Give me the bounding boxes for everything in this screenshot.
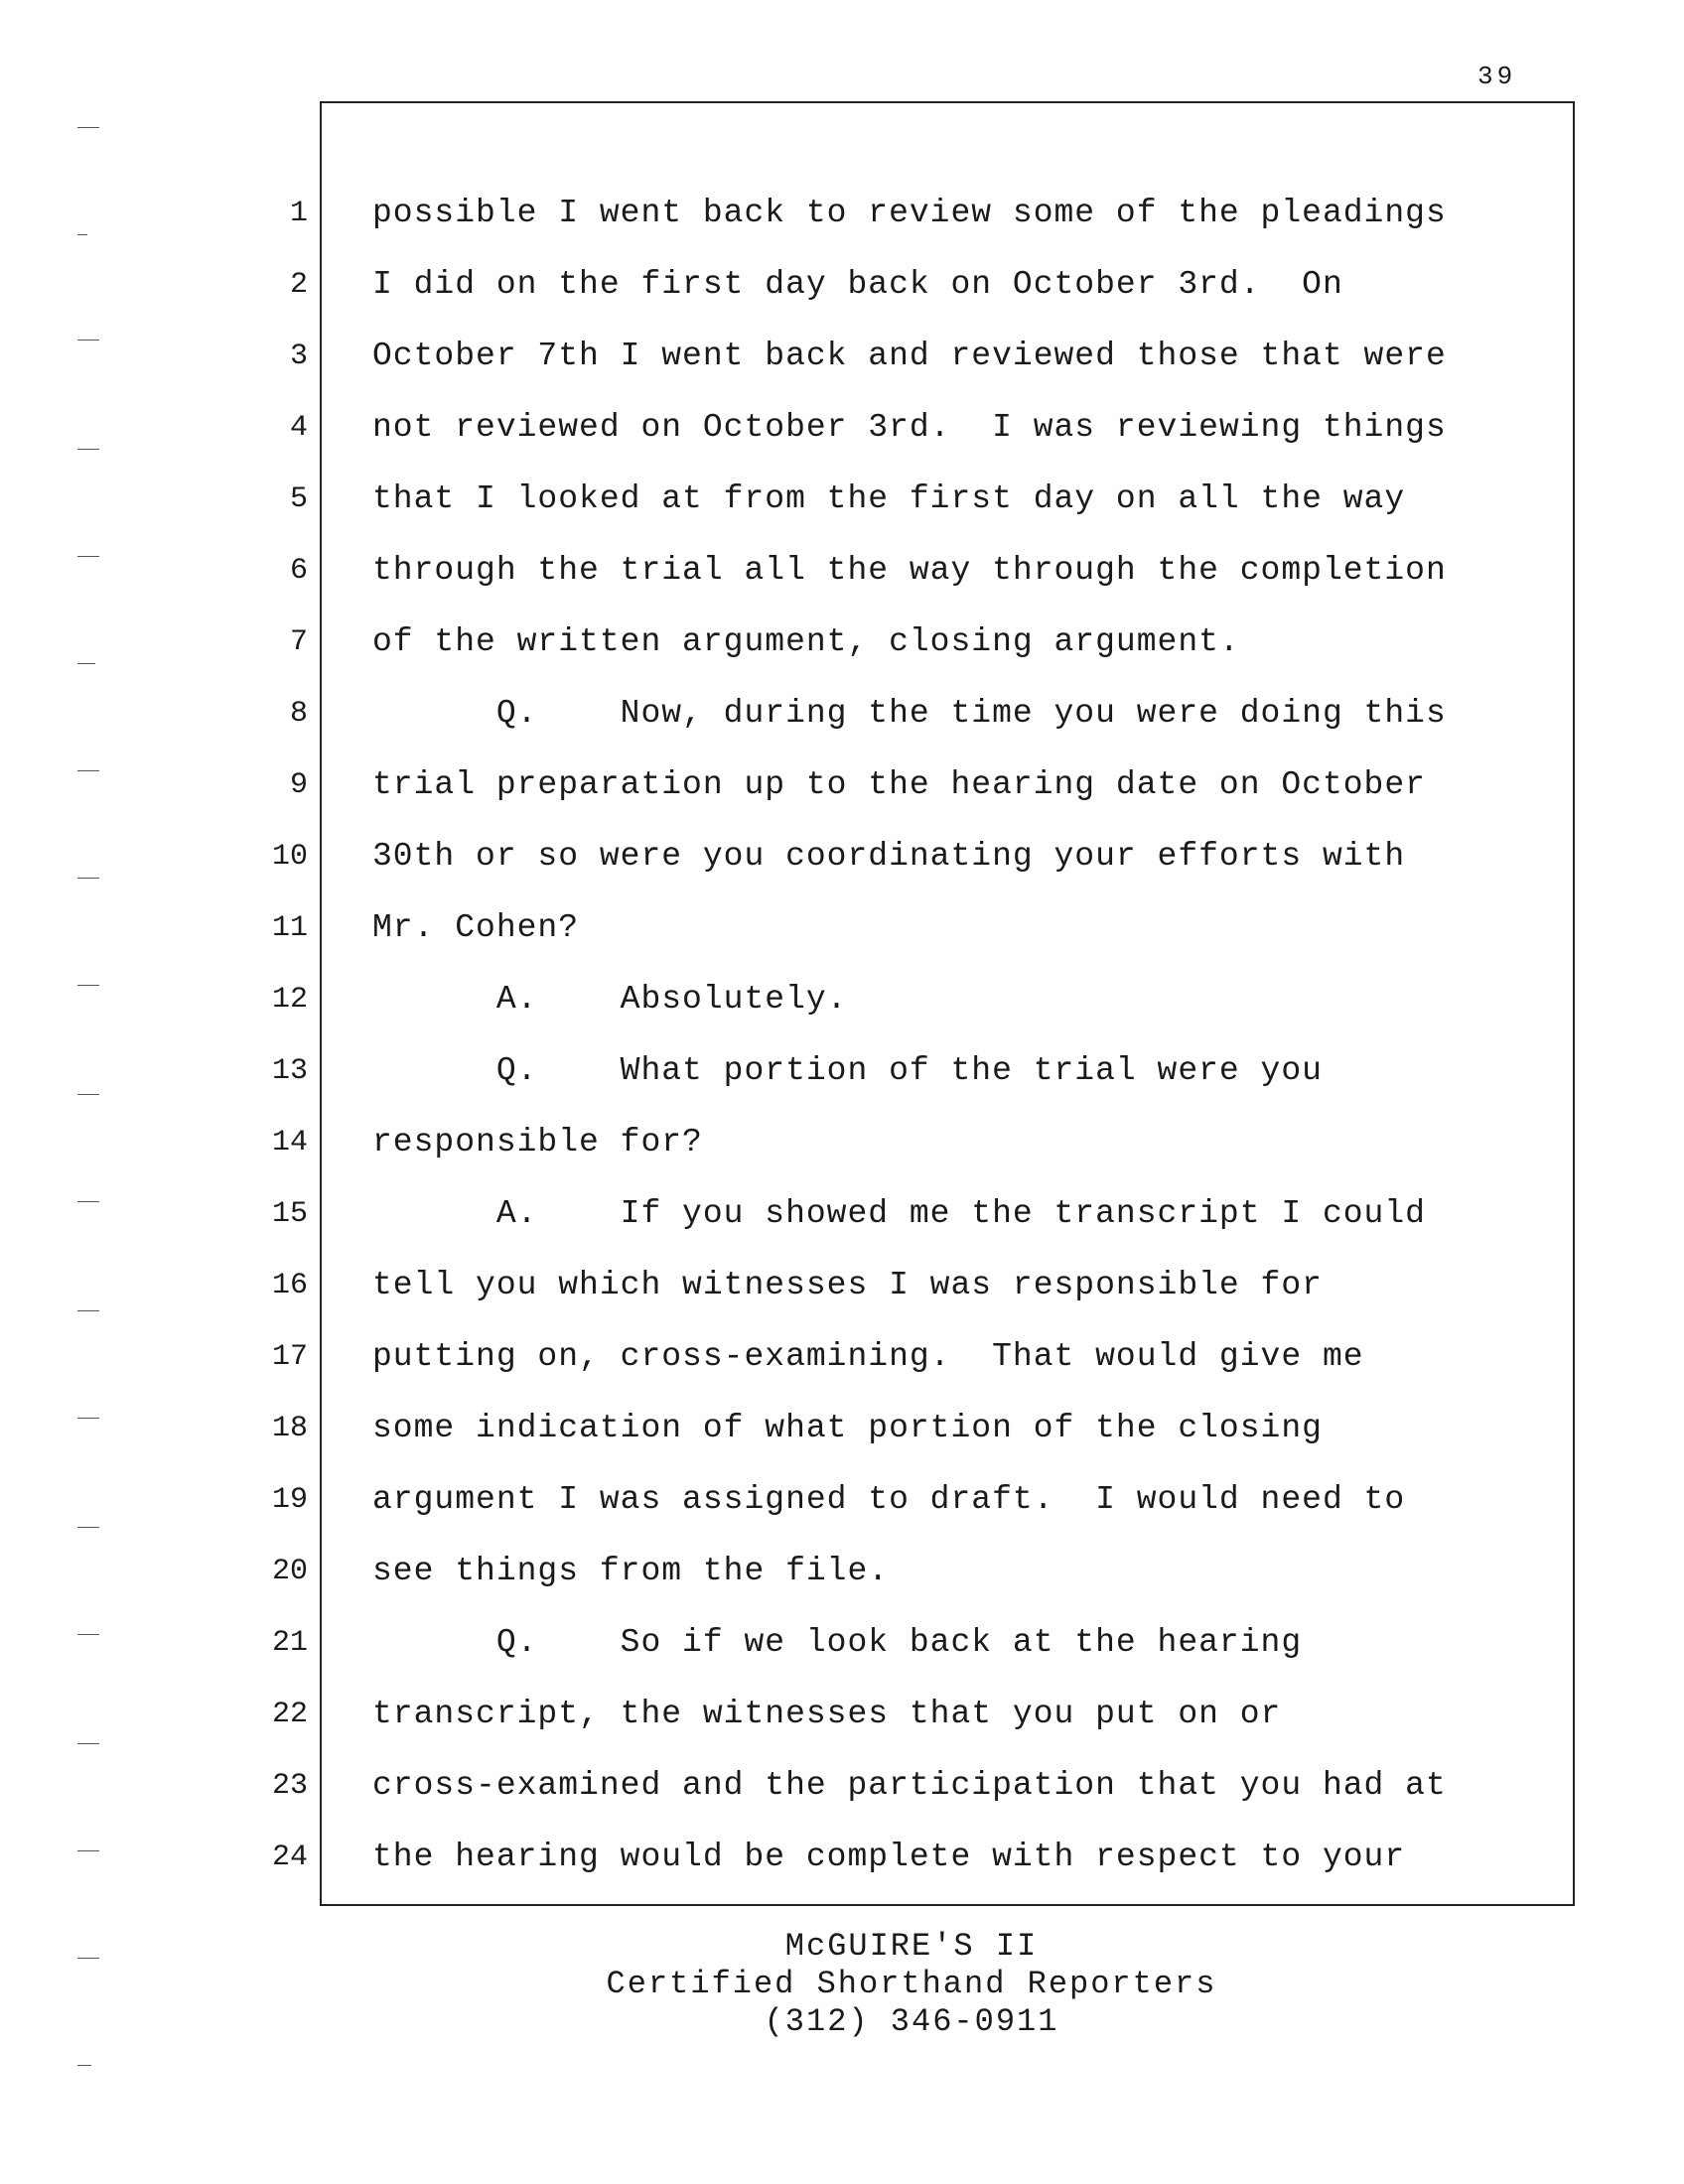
line-text: October 7th I went back and reviewed those that were: [372, 338, 1447, 374]
transcript-line: [228, 1841, 1539, 1912]
line-number: 23: [271, 1769, 308, 1803]
transcript-line: [228, 1054, 1539, 1126]
line-text: A. Absolutely.: [372, 981, 848, 1018]
transcript-line: [228, 1769, 1539, 1841]
transcript-line: [228, 840, 1539, 911]
line-text: that I looked at from the first day on all the way: [372, 480, 1406, 517]
page-number: 39: [1477, 62, 1517, 91]
line-number: 20: [271, 1555, 308, 1588]
margin-mark: [77, 1634, 99, 1635]
transcript-line: [228, 554, 1539, 625]
line-number: 11: [271, 911, 308, 945]
line-text: see things from the file.: [372, 1553, 890, 1589]
margin-mark: [77, 127, 99, 128]
line-number: 24: [271, 1841, 308, 1874]
line-text: argument I was assigned to draft. I would need to: [372, 1481, 1406, 1518]
transcript-line: [228, 1340, 1539, 1412]
line-text: of the written argument, closing argument.: [372, 623, 1240, 660]
margin-mark: [77, 985, 99, 986]
line-number: 17: [271, 1340, 308, 1374]
line-number: 16: [271, 1269, 308, 1302]
line-number: 7: [289, 625, 308, 659]
transcript-line: [228, 1197, 1539, 1269]
line-number: 12: [271, 983, 308, 1017]
reporter-title: Certified Shorthand Reporters: [606, 1966, 1217, 2002]
line-text: A. If you showed me the transcript I could: [372, 1195, 1426, 1232]
transcript-line: [228, 482, 1539, 554]
line-number: 21: [271, 1626, 308, 1660]
line-number: 8: [289, 697, 308, 731]
line-text: cross-examined and the participation that you had at: [372, 1767, 1447, 1804]
margin-mark: [77, 2065, 91, 2066]
line-number: 22: [271, 1698, 308, 1731]
transcript-line: [228, 1412, 1539, 1483]
line-text: through the trial all the way through the completion: [372, 552, 1447, 589]
margin-mark: [77, 1850, 99, 1851]
margin-mark: [77, 1201, 99, 1202]
reporter-phone: (312) 346-0911: [764, 2003, 1059, 2040]
transcript-line: [228, 411, 1539, 482]
line-text: not reviewed on October 3rd. I was reviewing things: [372, 409, 1447, 446]
line-text: Q. Now, during the time you were doing this: [372, 695, 1447, 732]
margin-mark: [77, 878, 99, 879]
margin-mark: [77, 1418, 99, 1419]
line-number: 6: [289, 554, 308, 588]
line-number: 9: [289, 768, 308, 802]
margin-mark: [77, 1743, 99, 1744]
line-text: trial preparation up to the hearing date on October: [372, 766, 1426, 803]
reporter-name: McGUIRE'S II: [784, 1928, 1039, 1965]
line-number: 18: [271, 1412, 308, 1445]
line-number: 2: [289, 268, 308, 302]
margin-mark: [77, 1310, 99, 1311]
line-text: I did on the first day back on October 3rd. On: [372, 266, 1343, 303]
line-text: Q. So if we look back at the hearing: [372, 1624, 1303, 1661]
line-number: 14: [271, 1126, 308, 1160]
margin-mark: [77, 340, 99, 341]
transcript-line: [228, 911, 1539, 983]
line-number: 10: [271, 840, 308, 874]
transcript-line: [228, 197, 1539, 268]
line-number: 5: [289, 482, 308, 516]
transcript-line: [228, 340, 1539, 411]
line-text: the hearing would be complete with respect to your: [372, 1839, 1406, 1875]
line-number: 1: [289, 197, 308, 230]
margin-mark: [77, 1094, 99, 1095]
transcript-line: [228, 1626, 1539, 1698]
transcript-line: [228, 1269, 1539, 1340]
reporter-footer: [0, 1928, 1684, 2041]
transcript-line: [228, 1126, 1539, 1197]
margin-hole-marks: [77, 0, 101, 2184]
transcript-line: [228, 1483, 1539, 1555]
transcript-line: [228, 697, 1539, 768]
line-number: 15: [271, 1197, 308, 1231]
margin-mark: [77, 234, 87, 235]
margin-mark: [77, 449, 99, 450]
line-text: Q. What portion of the trial were you: [372, 1052, 1323, 1089]
line-text: some indication of what portion of the closing: [372, 1410, 1323, 1446]
line-number: 19: [271, 1483, 308, 1517]
line-number: 4: [289, 411, 308, 445]
transcript-line: [228, 268, 1539, 340]
transcript-line: [228, 1555, 1539, 1626]
margin-mark: [77, 1527, 99, 1528]
margin-mark: [77, 556, 99, 557]
line-text: responsible for?: [372, 1124, 703, 1160]
line-text: possible I went back to review some of the pleadings: [372, 195, 1447, 231]
line-number: 13: [271, 1054, 308, 1088]
line-text: Mr. Cohen?: [372, 909, 580, 946]
transcript-line: [228, 625, 1539, 697]
transcript-line: [228, 1698, 1539, 1769]
line-text: 30th or so were you coordinating your efforts with: [372, 838, 1406, 875]
transcript-line: [228, 983, 1539, 1054]
margin-mark: [77, 770, 99, 771]
line-text: tell you which witnesses I was responsible for: [372, 1267, 1323, 1303]
line-text: transcript, the witnesses that you put on or: [372, 1696, 1282, 1732]
line-text: putting on, cross-examining. That would give me: [372, 1338, 1364, 1375]
line-number: 3: [289, 340, 308, 373]
margin-mark: [77, 663, 95, 664]
transcript-line: [228, 768, 1539, 840]
